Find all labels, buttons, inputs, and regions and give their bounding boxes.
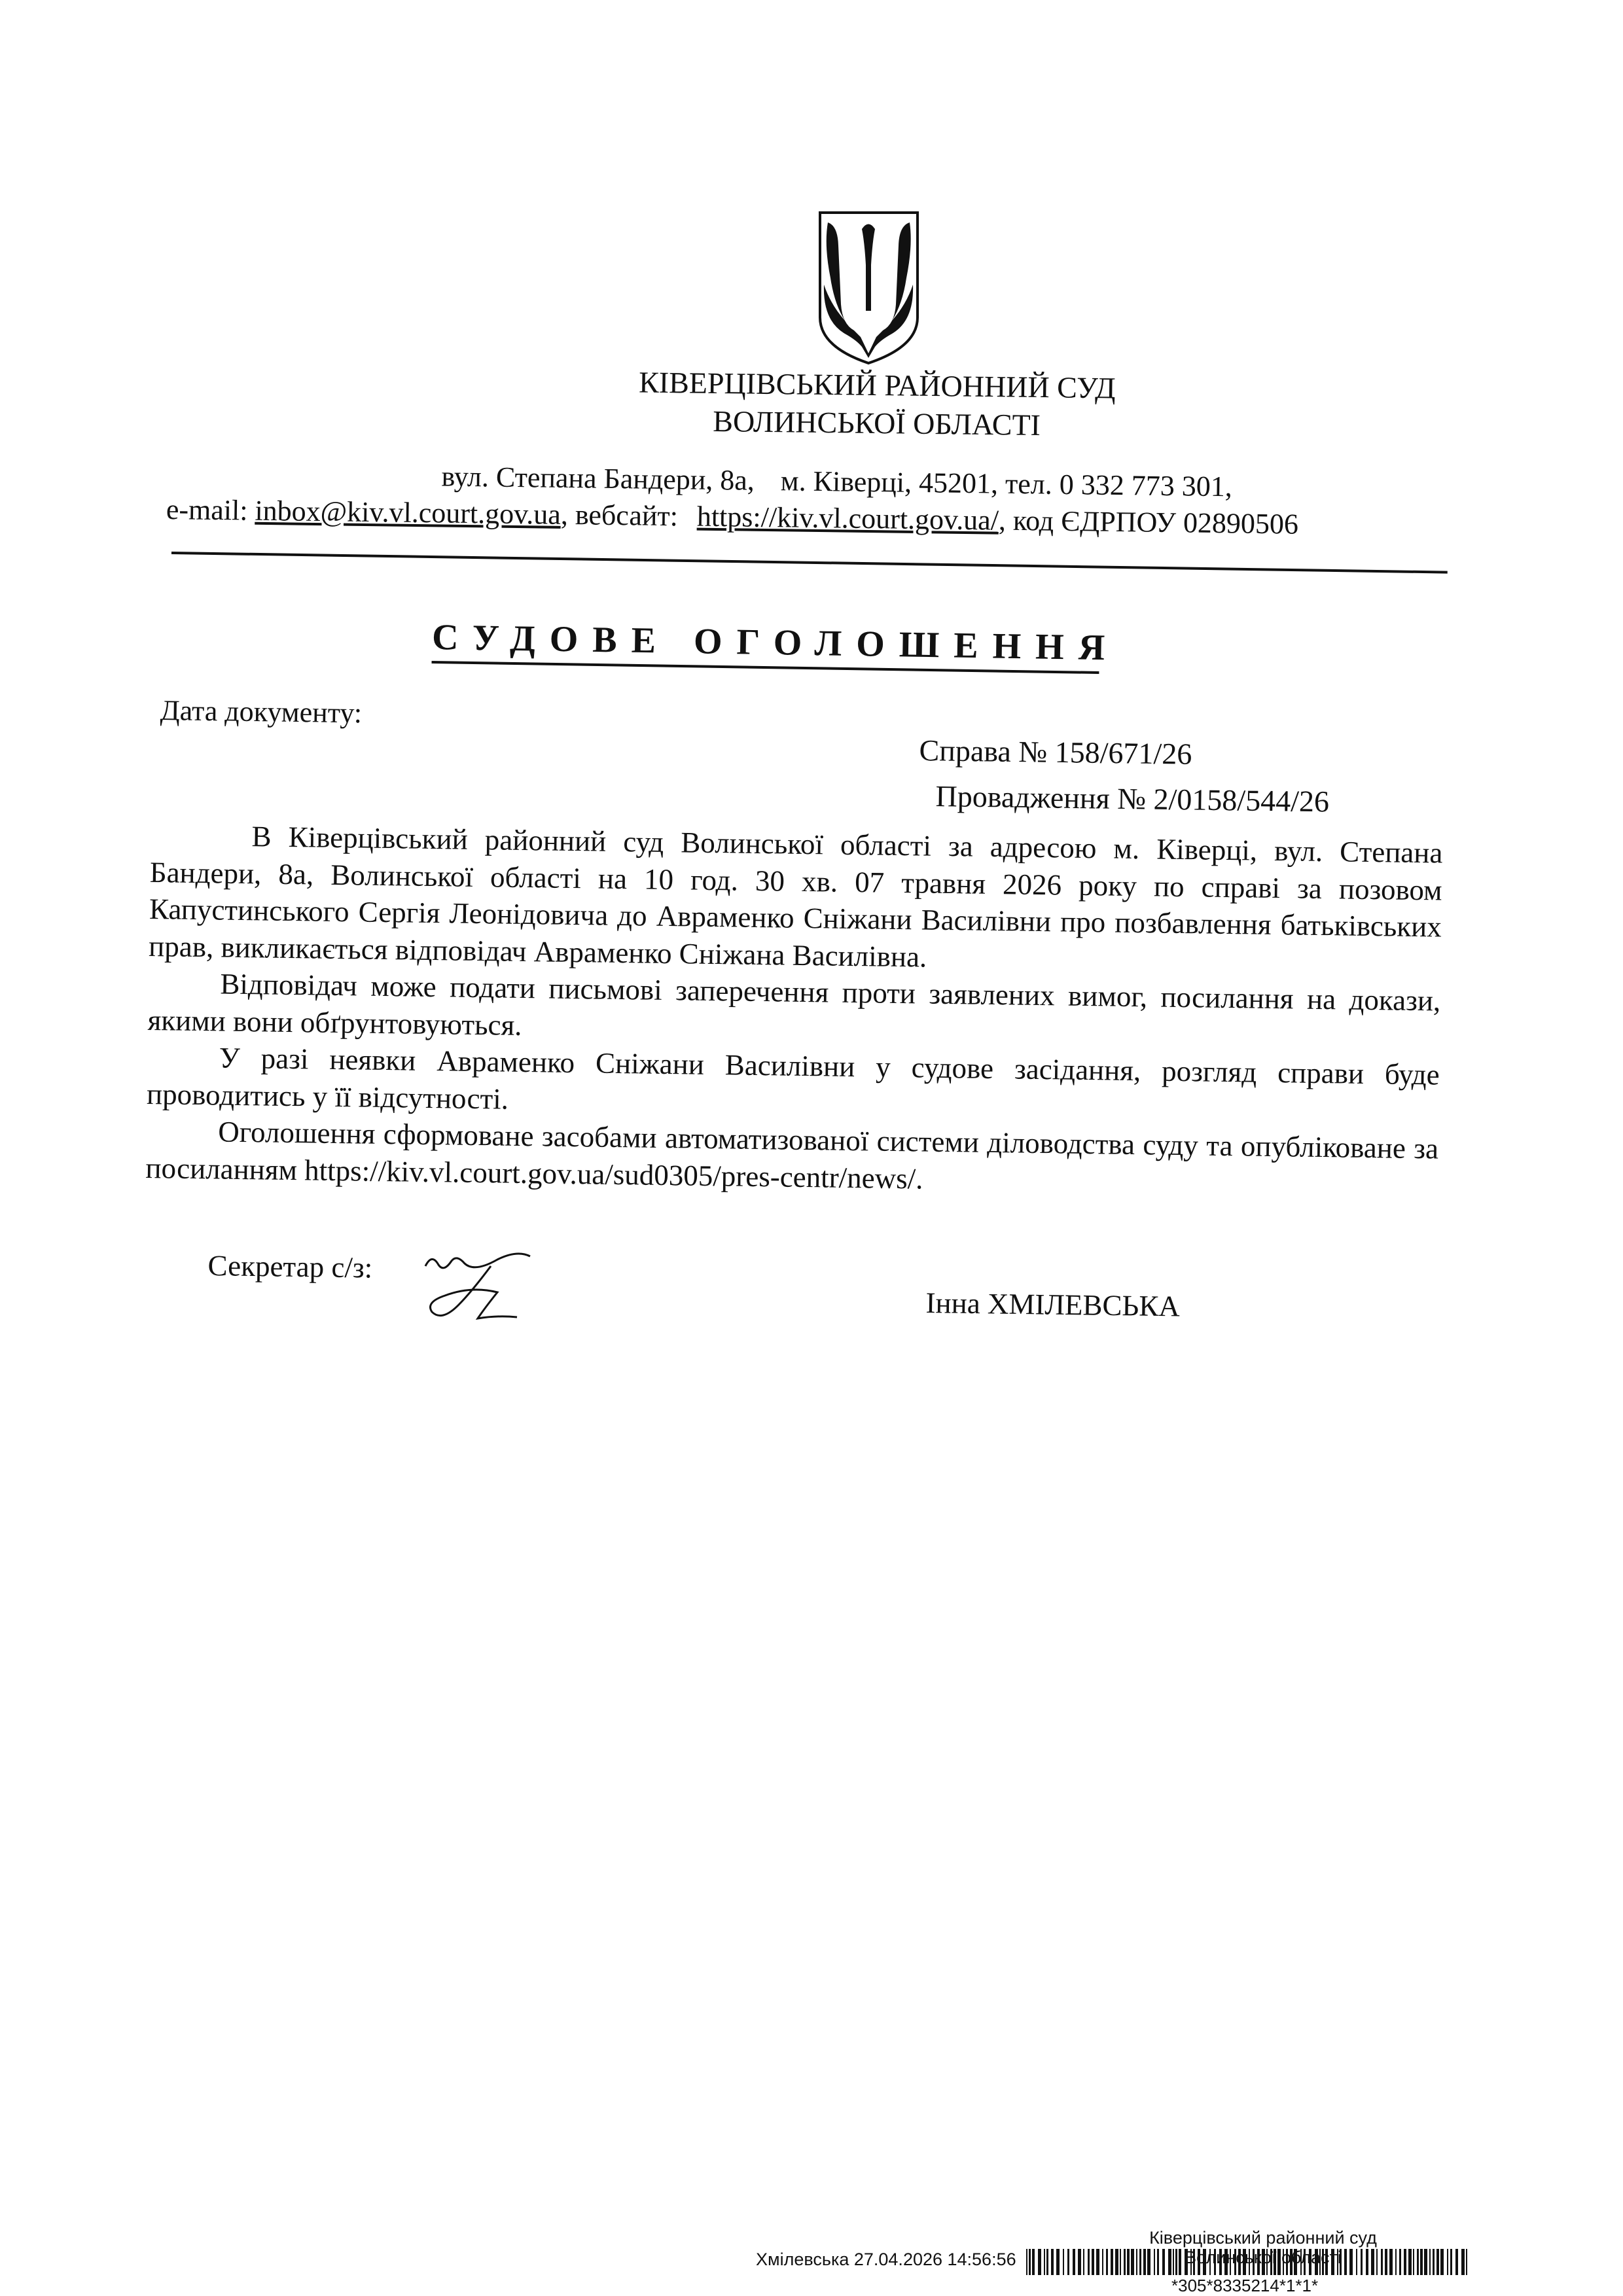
- barcode-icon: [1026, 2249, 1471, 2275]
- coat-of-arms-icon: [815, 206, 923, 366]
- barcode-number: *305*8335214*1*1*: [1171, 2276, 1319, 2295]
- court-street: вул. Степана Бандери, 8а,: [441, 460, 755, 497]
- court-name-line2: ВОЛИНСЬКОЇ ОБЛАСТІ: [713, 404, 1041, 442]
- website-label: , вебсайт:: [560, 498, 679, 533]
- case-number: Справа № 158/671/26: [919, 733, 1192, 771]
- paragraph-summons: В Ківерцівський районний суд Волинської області за адресою м. Ківерці, вул. Степана Бандери, 8а, Волинської області на 10 год. 30 хв. 07 травня 2026 року по справі за позовом Капустинського Сергія Леонідовича до Авраменко Сніжани Василівни про позбавлення батьківських прав, викликається відповідач Авраменко Сніжана Василівна.: [148, 820, 1443, 974]
- paragraph-publication: Оголошення сформоване засобами автоматизованої системи діловодства суду та опубліковане за посиланням https://kiv.vl.court.gov.ua/sud0305/pres-centr/news/.: [145, 1115, 1439, 1195]
- footer-org-line2: Волинської: [1185, 2248, 1277, 2267]
- document-title: [431, 616, 1120, 674]
- email-link[interactable]: inbox@kiv.vl.court.gov.ua: [255, 494, 562, 531]
- paragraph-absence: У разі неявки Авраменко Сніжани Василівни у судове засідання, розгляд справи буде проводитись у її відсутності.: [146, 1041, 1440, 1116]
- secretary-name: Інна ХМІЛЕВСЬКА: [925, 1286, 1181, 1323]
- court-phone: тел. 0 332 773 301,: [1005, 467, 1233, 503]
- court-name-line1: КІВЕРЦІВСЬКИЙ РАЙОННИЙ СУД: [638, 365, 1116, 405]
- announcement-body: [145, 817, 1443, 1205]
- secretary-label: Секретар с/з:: [207, 1248, 373, 1284]
- proceeding-number: Провадження № 2/0158/544/26: [935, 779, 1330, 819]
- court-name: [549, 362, 1204, 446]
- header-divider: [171, 552, 1448, 574]
- signature-icon: [419, 1246, 543, 1332]
- document-date-label: Дата документу:: [160, 694, 363, 730]
- document-title-text: СУДОВЕ ОГОЛОШЕННЯ: [431, 616, 1120, 669]
- court-contacts: [166, 455, 1463, 545]
- edrpou-code: , код ЄДРПОУ 02890506: [998, 504, 1299, 540]
- paragraph-objections: Відповідач може подати письмові заперечення проти заявлених вимог, посилання на докази, якими вони обґрунтовуються.: [147, 967, 1441, 1042]
- registry-stamp: Хмілевська 27.04.2026 14:56:56: [756, 2250, 1016, 2269]
- court-city: м. Ківерці, 45201,: [780, 465, 999, 500]
- website-link[interactable]: https://kiv.vl.court.gov.ua/: [696, 500, 999, 537]
- footer-org-line1: Ківерцівський районний суд: [1149, 2228, 1377, 2248]
- email-label: e-mail:: [166, 493, 248, 527]
